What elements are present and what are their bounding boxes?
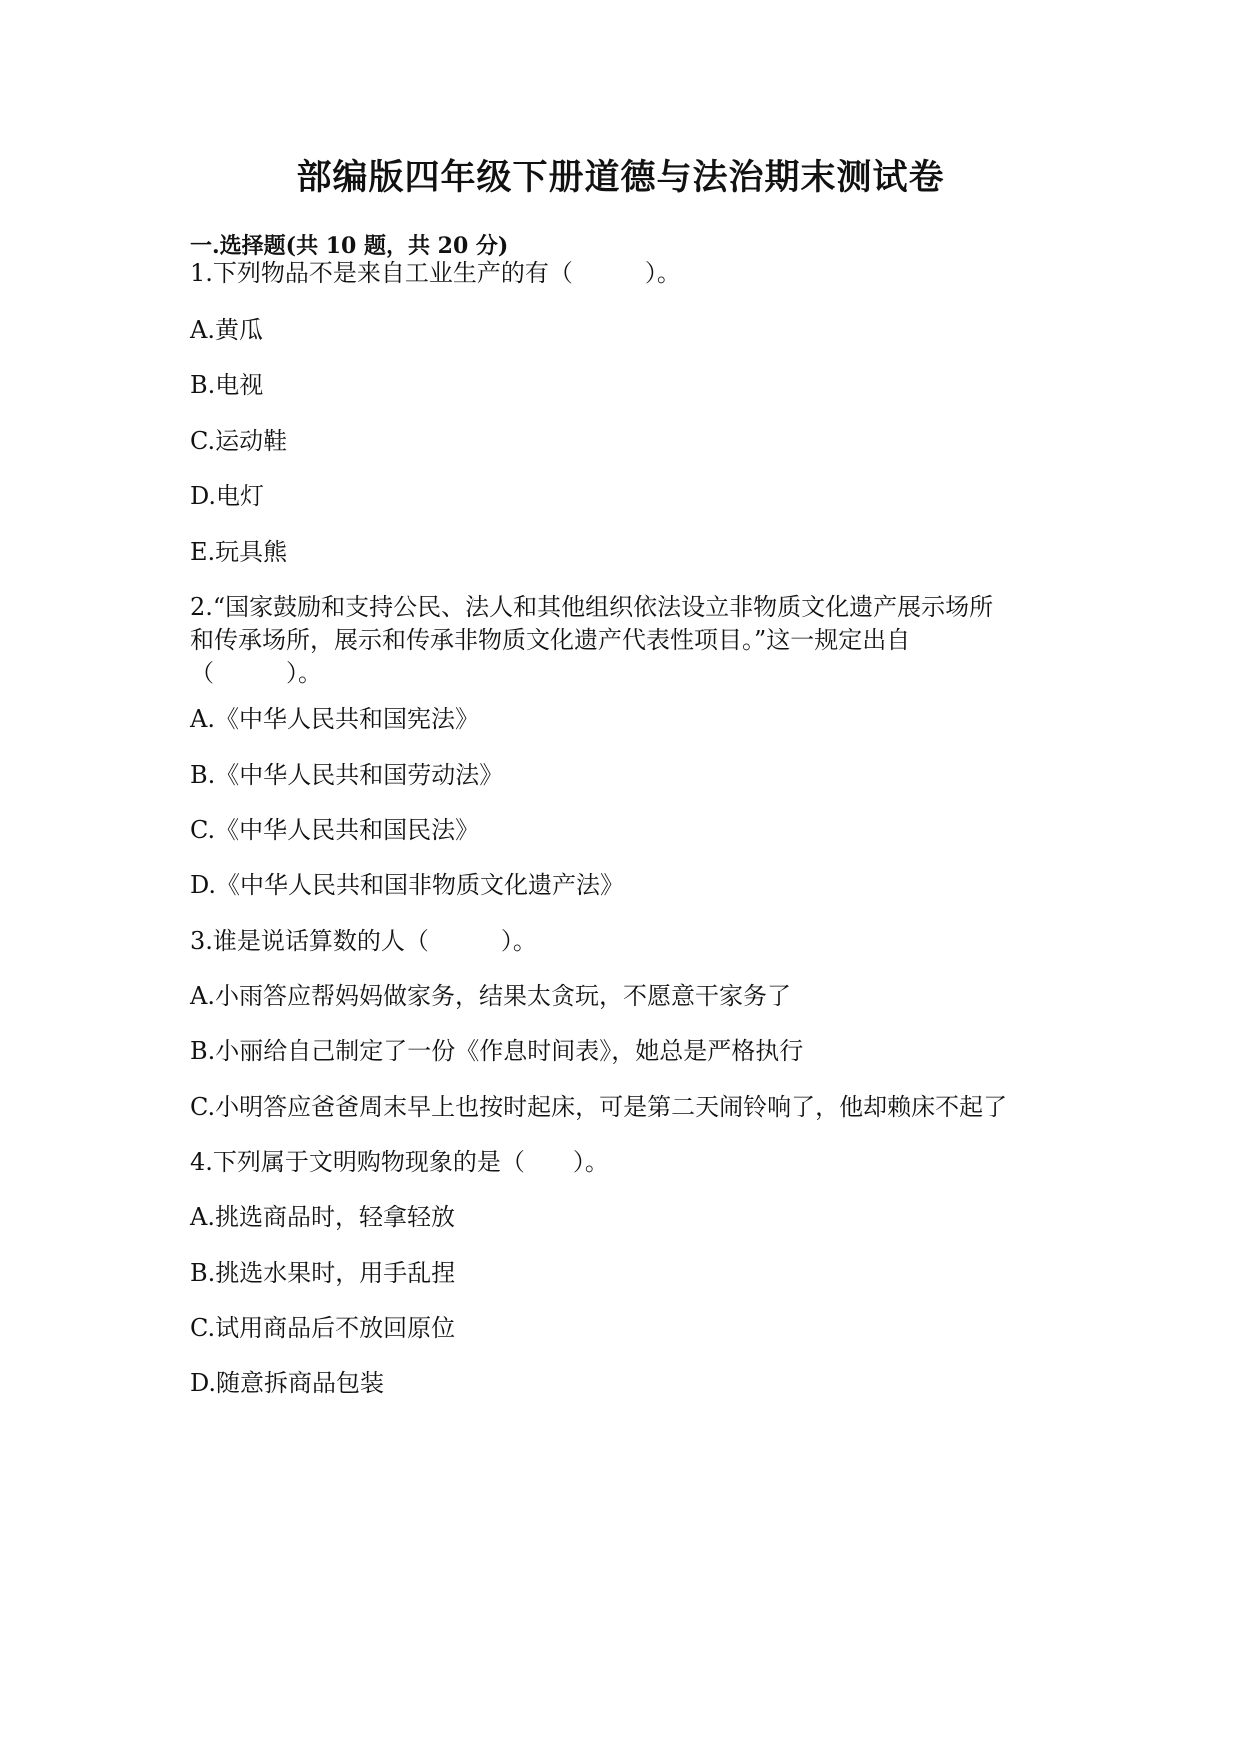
- question-1-option-d: D.电灯: [190, 482, 265, 510]
- question-2-option-d: D.《中华人民共和国非物质文化遗产法》: [190, 871, 625, 899]
- question-4-option-d: D.随意拆商品包装: [190, 1369, 385, 1397]
- question-1-option-c: C.运动鞋: [190, 427, 288, 455]
- question-2-option-b: B.《中华人民共和国劳动法》: [190, 761, 504, 789]
- question-2-stem-line-1: 2.“国家鼓励和支持公民、法人和其他组织依法设立非物质文化遗产展示场所: [190, 593, 994, 621]
- question-1-option-a: A.黄瓜: [190, 316, 263, 344]
- question-2-stem-line-2: 和传承场所，展示和传承非物质文化遗产代表性项目。”这一规定出自: [190, 626, 911, 654]
- question-1-option-b: B.电视: [190, 371, 264, 399]
- question-4-stem: 4.下列属于文明购物现象的是（ ）。: [190, 1148, 609, 1176]
- question-3-option-b: B.小丽给自己制定了一份《作息时间表》，她总是严格执行: [190, 1037, 804, 1065]
- question-2-option-c: C.《中华人民共和国民法》: [190, 816, 480, 844]
- question-4-option-b: B.挑选水果时，用手乱捏: [190, 1259, 456, 1287]
- question-3-stem: 3.谁是说话算数的人（ ）。: [190, 927, 537, 955]
- question-4-option-c: C.试用商品后不放回原位: [190, 1314, 456, 1342]
- question-1-stem: 1.下列物品不是来自工业生产的有（ ）。: [190, 259, 681, 287]
- document-title: 部编版四年级下册道德与法治期末测试卷: [296, 157, 945, 198]
- question-2-option-a: A.《中华人民共和国宪法》: [190, 705, 479, 733]
- question-4-option-a: A.挑选商品时，轻拿轻放: [190, 1203, 455, 1231]
- question-2-stem-line-3: （ ）。: [190, 659, 322, 687]
- section-heading: 一.选择题(共 10 题，共 20 分): [190, 233, 509, 259]
- question-3-option-a: A.小雨答应帮妈妈做家务，结果太贪玩，不愿意干家务了: [190, 982, 791, 1010]
- question-3-option-c: C.小明答应爸爸周末早上也按时起床，可是第二天闹铃响了，他却赖床不起了: [190, 1093, 1008, 1121]
- question-2-stem: [190, 591, 1070, 690]
- question-1-option-e: E.玩具熊: [190, 538, 288, 566]
